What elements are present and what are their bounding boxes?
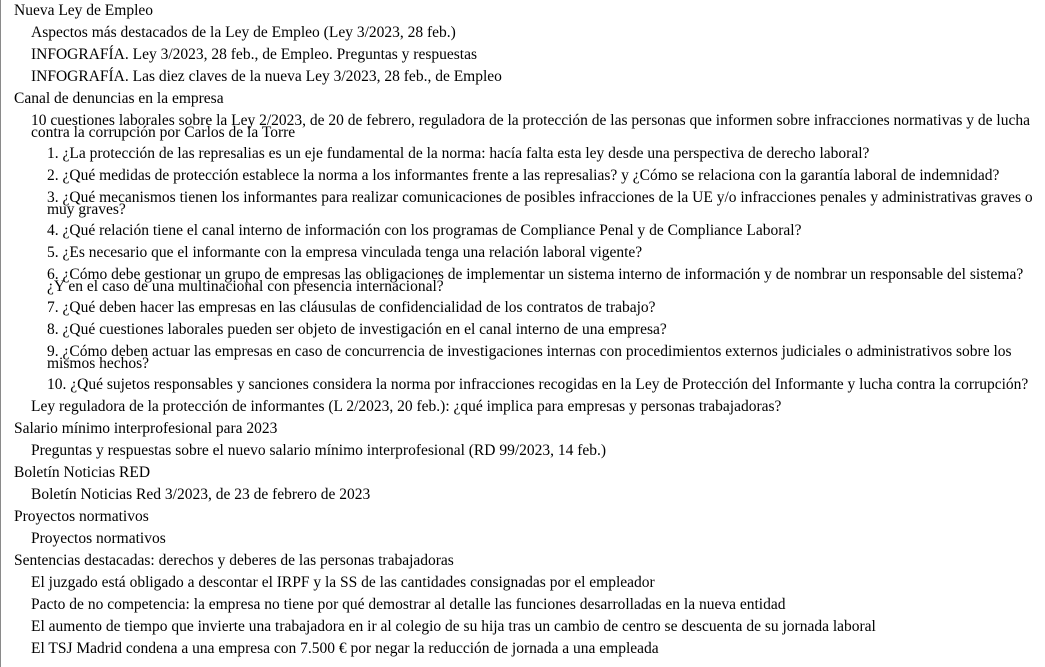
question-link[interactable]: 4. ¿Qué relación tiene el canal interno de información con los programas de Compliance Penal y de Compliance Laboral? [47,222,802,239]
tree-item[interactable] [1,638,1045,660]
item-link[interactable]: Pacto de no competencia: la empresa no tiene por qué demostrar al detalle las funciones desarrolladas en la nueva entidad [31,596,786,613]
question-link[interactable]: 1. ¿La protección de las represalias es un eje fundamental de la norma: hacía falta esta ley desde una perspectiva de derecho laboral? [47,145,870,162]
question-item[interactable] [1,165,1045,187]
item-link[interactable]: INFOGRAFÍA. Las diez claves de la nueva Ley 3/2023, 28 feb., de Empleo [31,68,502,85]
question-item[interactable] [1,220,1045,242]
question-item[interactable] [1,143,1045,165]
item-link[interactable]: Preguntas y respuestas sobre el nuevo salario mínimo interprofesional (RD 99/2023, 14 feb.) [31,442,607,459]
question-link[interactable] [47,189,1045,218]
tree-item[interactable] [1,396,1045,418]
item-link[interactable] [31,112,1045,141]
section-title[interactable]: Boletín Noticias RED [14,464,151,481]
section-heading-canal-denuncias[interactable] [1,88,1045,110]
question-line1: 9. ¿Cómo deben actuar las empresas en caso de concurrencia de investigaciones internas con procedimientos externos judiciales o administrativos sobre los [47,343,1012,360]
section-title[interactable]: Salario mínimo interprofesional para 2023 [14,420,278,437]
tree-item[interactable] [1,484,1045,506]
question-link[interactable]: 5. ¿Es necesario que el informante con la empresa vinculada tenga una relación laboral vigente? [47,244,643,261]
item-link[interactable]: El TSJ Madrid condena a una empresa con 7.500 € por negar la reducción de jornada a una empleada [31,640,659,657]
question-link[interactable]: 10. ¿Qué sujetos responsables y sanciones considera la norma por infracciones recogidas en la Ley de Protección del Informante y lucha contra la corrupción? [47,376,1029,393]
item-link-line2: contra la corrupción por Carlos de la Torre [31,124,296,141]
tree-item[interactable] [1,44,1045,66]
question-link[interactable]: 8. ¿Qué cuestiones laborales pueden ser objeto de investigación en el canal interno de una empresa? [47,321,667,338]
tree-item[interactable] [1,440,1045,462]
item-link[interactable]: El aumento de tiempo que invierte una trabajadora en ir al colegio de su hija tras un cambio de centro se descuenta de su jornada laboral [31,618,876,635]
tree-item[interactable] [1,528,1045,550]
tree-item[interactable] [1,66,1045,88]
question-item[interactable] [1,319,1045,341]
question-link[interactable]: 7. ¿Qué deben hacer las empresas en las cláusulas de confidencialidad de los contratos de trabajo? [47,299,656,316]
section-heading-sentencias[interactable] [1,550,1045,572]
question-item[interactable] [1,264,1045,297]
question-item[interactable] [1,341,1045,374]
document-tree [1,0,1045,660]
question-link[interactable] [47,343,1045,372]
tree-item[interactable] [1,594,1045,616]
section-heading-proyectos[interactable] [1,506,1045,528]
item-link[interactable]: Ley reguladora de la protección de informantes (L 2/2023, 20 feb.): ¿qué implica para empresas y personas trabajadoras? [31,398,782,415]
section-title[interactable]: Proyectos normativos [14,508,149,525]
item-link-line1: 10 cuestiones laborales sobre la Ley 2/2023, de 20 de febrero, reguladora de la protección de las personas que informen sobre infracciones normativas y de lucha [31,112,1030,129]
tree-item-parent[interactable] [1,110,1045,143]
section-title[interactable]: Nueva Ley de Empleo [14,2,154,19]
tree-item[interactable] [1,572,1045,594]
question-item[interactable] [1,187,1045,220]
item-link[interactable]: Boletín Noticias Red 3/2023, de 23 de febrero de 2023 [31,486,371,503]
section-heading-nueva-ley-empleo[interactable] [1,0,1045,22]
question-line2: ¿Y en el caso de una multinacional con presencia internacional? [47,278,444,295]
item-link[interactable]: El juzgado está obligado a descontar el IRPF y la SS de las cantidades consignadas por el empleador [31,574,655,591]
question-link[interactable] [47,266,1045,295]
section-heading-boletin[interactable] [1,462,1045,484]
question-line2: mismos hechos? [47,355,150,372]
tree-item[interactable] [1,22,1045,44]
question-line1: 3. ¿Qué mecanismos tienen los informantes para realizar comunicaciones de posibles infracciones de la UE y/o infracciones penales y administrativas graves o [47,189,1033,206]
question-item[interactable] [1,297,1045,319]
item-link[interactable]: Aspectos más destacados de la Ley de Empleo (Ley 3/2023, 28 feb.) [31,24,456,41]
question-line1: 6. ¿Cómo debe gestionar un grupo de empresas las obligaciones de implementar un sistema interno de información y de nombrar un responsable del sistema? [47,266,1024,283]
question-link[interactable]: 2. ¿Qué medidas de protección establece la norma a los informantes frente a las represalias? y ¿Cómo se relaciona con la garantía laboral de indemnidad? [47,167,1000,184]
item-link[interactable]: Proyectos normativos [31,530,166,547]
question-item[interactable] [1,242,1045,264]
section-title[interactable]: Canal de denuncias en la empresa [14,90,224,107]
question-item[interactable] [1,374,1045,396]
tree-item[interactable] [1,616,1045,638]
section-title[interactable]: Sentencias destacadas: derechos y deberes de las personas trabajadoras [14,552,454,569]
section-heading-smi[interactable] [1,418,1045,440]
question-line2: muy graves? [47,201,126,218]
item-link[interactable]: INFOGRAFÍA. Ley 3/2023, 28 feb., de Empleo. Preguntas y respuestas [31,46,477,63]
